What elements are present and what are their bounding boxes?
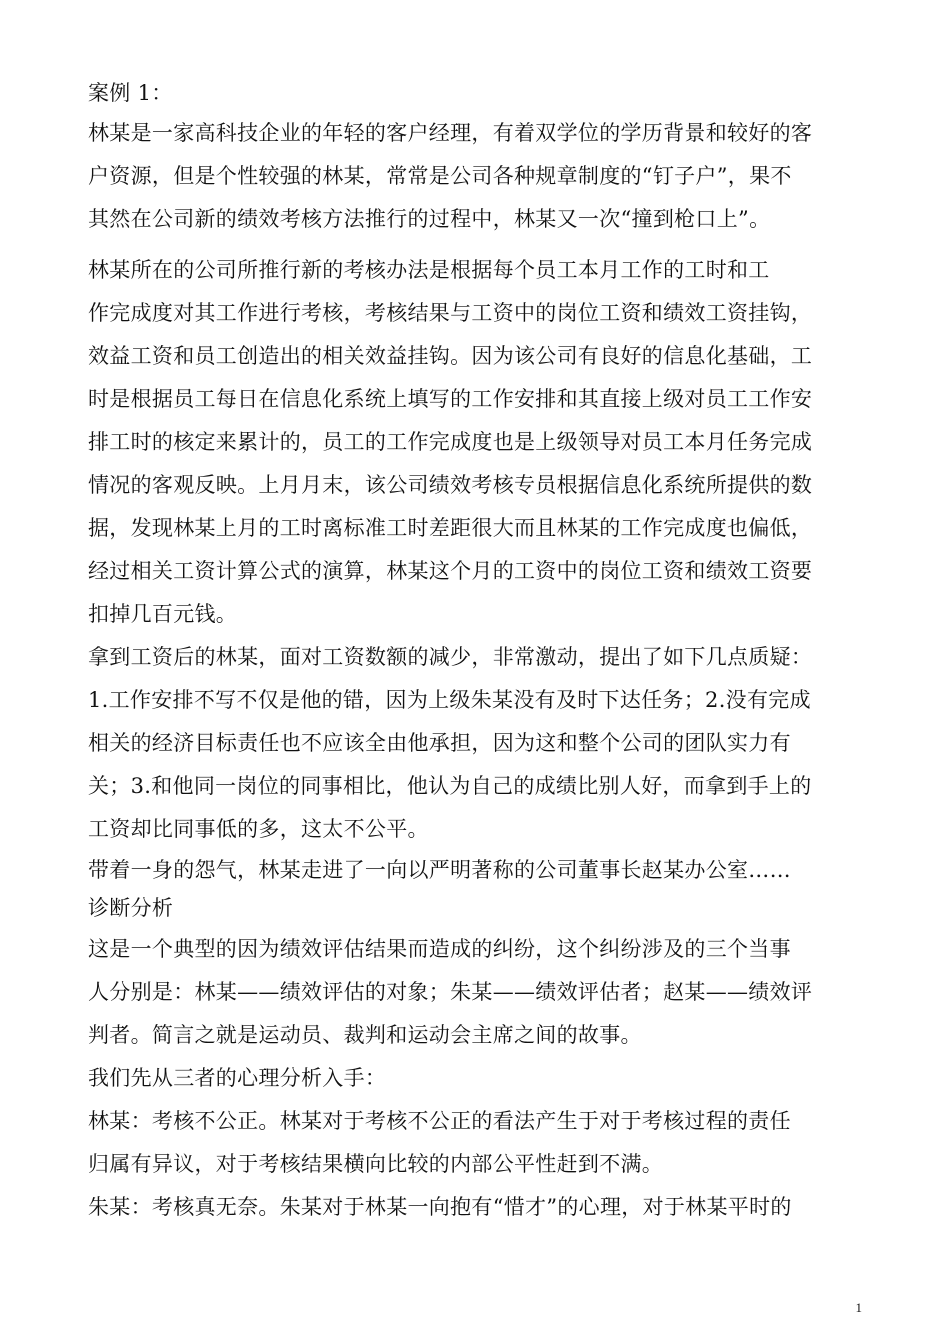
paragraph-line: 工资却比同事低的多，这太不公平。 [88,817,429,842]
paragraph-line: 归属有异议，对于考核结果横向比较的内部公平性赶到不满。 [88,1151,664,1176]
paragraph-line: 1.工作安排不写不仅是他的错，因为上级朱某没有及时下达任务；2.没有完成 [88,688,811,713]
document-body [88,74,856,1229]
paragraph-line: 判者。简言之就是运动员、裁判和运动会主席之间的故事。 [88,1022,642,1047]
paragraph-line: 扣掉几百元钱。 [88,602,238,627]
paragraph-line: 时是根据员工每日在信息化系统上填写的工作安排和其直接上级对员工工作安 [88,387,813,412]
paragraph-line: 作完成度对其工作进行考核，考核结果与工资中的岗位工资和绩效工资挂钩， [88,301,813,326]
paragraph-line: 据，发现林某上月的工时离标准工时差距很大而且林某的工作完成度也偏低， [88,516,813,541]
paragraph-line: 排工时的核定来累计的，员工的工作完成度也是上级领导对员工本月任务完成 [88,430,813,455]
paragraph-line: 户资源，但是个性较强的林某，常常是公司各种规章制度的“钉子户”，果不 [88,164,792,189]
paragraph-line: 其然在公司新的绩效考核方法推行的过程中，林某又一次“撞到枪口上”。 [88,207,771,232]
paragraph-line: 关；3.和他同一岗位的同事相比，他认为自己的成绩比别人好，而拿到手上的 [88,774,812,799]
section-heading-diagnosis: 诊断分析 [88,896,174,921]
paragraph-line: 林某所在的公司所推行新的考核办法是根据每个员工本月工作的工时和工 [88,258,770,283]
paragraph-line: 经过相关工资计算公式的演算，林某这个月的工资中的岗位工资和绩效工资要 [88,559,813,584]
paragraph-line: 这是一个典型的因为绩效评估结果而造成的纠纷，这个纠纷涉及的三个当事 [88,936,791,961]
page-number: 1 [855,1300,862,1315]
paragraph-line: 相关的经济目标责任也不应该全由他承担，因为这和整个公司的团队实力有 [88,731,791,756]
paragraph-line: 拿到工资后的林某，面对工资数额的减少，非常激动，提出了如下几点质疑： [88,645,813,670]
paragraph-line: 林某：考核不公正。林某对于考核不公正的看法产生于对于考核过程的责任 [88,1108,791,1133]
paragraph-line: 效益工资和员工创造出的相关效益挂钩。因为该公司有良好的信息化基础，工 [88,344,813,369]
paragraph-line: 我们先从三者的心理分析入手： [88,1065,387,1090]
heading-case-1: 案例 1： [88,81,173,105]
paragraph-line: 林某是一家高科技企业的年轻的客户经理，有着双学位的学历背景和较好的客 [88,121,813,146]
paragraph-line: 带着一身的怨气，林某走进了一向以严明著称的公司董事长赵某办公室…… [88,858,791,883]
paragraph-line: 朱某：考核真无奈。朱某对于林某一向抱有“惜才”的心理，对于林某平时的 [88,1194,792,1219]
paragraph-line: 人分别是：林某——绩效评估的对象；朱某——绩效评估者；赵某——绩效评 [88,979,813,1004]
paragraph-line: 情况的客观反映。上月月末，该公司绩效考核专员根据信息化系统所提供的数 [88,473,813,498]
